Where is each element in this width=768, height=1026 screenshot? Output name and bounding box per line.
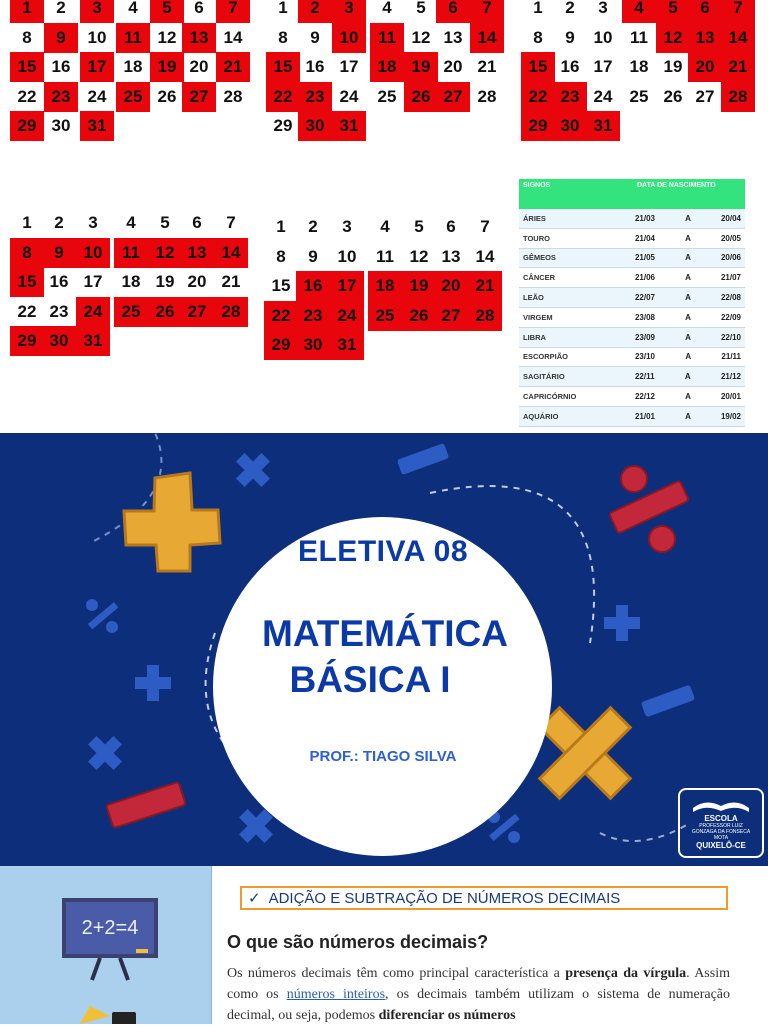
calendar-day: 29 bbox=[10, 326, 44, 356]
calendar-day: 26 bbox=[157, 86, 177, 106]
calendar-day: 9 bbox=[310, 27, 320, 47]
date-from: 21/04 bbox=[634, 233, 655, 243]
date-to: 21/07 bbox=[720, 273, 741, 283]
date-from: 22/11 bbox=[634, 372, 655, 382]
calendar-day: 7 bbox=[226, 213, 236, 232]
calendar-day: 20 bbox=[187, 272, 207, 291]
calendar-day: 20 bbox=[443, 57, 463, 76]
calendar-day: 2 bbox=[54, 213, 64, 232]
zodiac-sign: ÁRIES bbox=[523, 213, 546, 223]
calendar-day: 31 bbox=[76, 326, 110, 356]
easel-legs-icon bbox=[0, 866, 211, 1024]
calendar-day: 14 bbox=[470, 23, 504, 53]
date-to: 19/02 bbox=[720, 411, 741, 421]
calendar-day: 27 bbox=[695, 86, 715, 106]
date-to: 22/08 bbox=[720, 293, 741, 303]
table-row bbox=[519, 328, 745, 348]
date-sep: A bbox=[685, 312, 691, 322]
calendar-day: 23 bbox=[553, 82, 587, 112]
date-from: 23/09 bbox=[634, 332, 655, 342]
table-row bbox=[519, 367, 745, 387]
zodiac-sign: SAGITÁRIO bbox=[523, 372, 565, 382]
date-to: 20/04 bbox=[720, 213, 741, 223]
calendar-day: 31 bbox=[586, 111, 620, 141]
calendar-day: 19 bbox=[663, 57, 683, 76]
calendar-day: 27 bbox=[434, 301, 468, 331]
calendar-day: 25 bbox=[629, 86, 649, 106]
course-title-line2: BÁSICA I bbox=[289, 659, 451, 700]
calendar-day: 23 bbox=[298, 82, 332, 112]
calendar-day: 7 bbox=[216, 0, 250, 23]
calendar-day: 6 bbox=[194, 0, 204, 17]
calendar-day: 19 bbox=[404, 52, 438, 82]
zodiac-dates bbox=[635, 352, 745, 361]
zodiac-dates bbox=[635, 293, 745, 302]
logo-text-name: PROFESSOR LUIZ GONZAGA DA FONSECA MOTA bbox=[691, 823, 751, 841]
integers-link[interactable]: números inteiros bbox=[286, 987, 386, 1002]
calendar-day: 28 bbox=[223, 86, 243, 106]
calendar-day: 30 bbox=[296, 330, 330, 360]
zodiac-table bbox=[519, 179, 745, 447]
table-row bbox=[519, 249, 745, 269]
red-minus-icon bbox=[106, 782, 186, 828]
date-to: 21/11 bbox=[721, 352, 741, 362]
calendar-day: 7 bbox=[470, 0, 504, 23]
calendar-day: 17 bbox=[83, 272, 103, 291]
date-sep: A bbox=[685, 253, 691, 263]
zodiac-dates bbox=[635, 253, 745, 262]
calendar-day: 8 bbox=[276, 246, 286, 266]
calendar-day: 2 bbox=[565, 0, 575, 17]
calendar-day: 6 bbox=[446, 217, 456, 236]
calendar-day: 1 bbox=[276, 217, 286, 236]
date-to: 21/12 bbox=[720, 372, 741, 382]
calendar-day: 15 bbox=[10, 52, 44, 82]
logo-text-school: ESCOLA bbox=[704, 814, 738, 823]
calendar-day: 25 bbox=[377, 86, 397, 106]
calendar-day: 10 bbox=[332, 23, 366, 53]
calendar-day: 7 bbox=[480, 217, 490, 236]
check-icon: ✓ bbox=[248, 890, 261, 907]
calendar-day: 5 bbox=[150, 0, 184, 23]
zodiac-dates bbox=[635, 234, 745, 243]
calendar-day: 4 bbox=[126, 213, 136, 232]
calendar-day: 21 bbox=[477, 57, 497, 76]
calendar-day: 28 bbox=[477, 86, 497, 106]
calendar-day: 24 bbox=[330, 301, 364, 331]
paragraph-text: Os números decimais têm como principal característica a bbox=[227, 966, 566, 981]
calendar-day: 2 bbox=[308, 217, 318, 236]
calendar-day: 8 bbox=[22, 27, 32, 47]
lesson-paragraph bbox=[227, 963, 730, 1026]
calendar-day: 22 bbox=[17, 86, 37, 106]
zodiac-sign: GÊMEOS bbox=[523, 253, 556, 263]
calendar-day: 12 bbox=[148, 238, 182, 268]
calendar-day: 22 bbox=[521, 82, 555, 112]
divide-symbol-icon bbox=[609, 466, 689, 552]
calendar-day: 17 bbox=[339, 57, 359, 76]
zodiac-header-sign: SIGNOS bbox=[523, 182, 551, 189]
calendar-day: 12 bbox=[409, 246, 429, 266]
calendar-day: 8 bbox=[278, 27, 288, 47]
date-from: 21/01 bbox=[634, 411, 655, 421]
calendar-day: 16 bbox=[49, 272, 69, 291]
course-banner bbox=[0, 433, 768, 866]
calendar-day: 13 bbox=[182, 23, 216, 53]
zodiac-sign: VIRGEM bbox=[523, 312, 553, 322]
calendar-day: 21 bbox=[721, 52, 755, 82]
calendar-day: 28 bbox=[214, 297, 248, 327]
calendar-day: 5 bbox=[416, 0, 426, 17]
calendar-day: 27 bbox=[182, 82, 216, 112]
calendar-day: 29 bbox=[264, 330, 298, 360]
table-row bbox=[519, 229, 745, 249]
calendar-day: 2 bbox=[56, 0, 66, 17]
calendar-day: 4 bbox=[622, 0, 656, 23]
calendar-day: 11 bbox=[370, 23, 404, 53]
table-row bbox=[519, 348, 745, 368]
calendar-day: 27 bbox=[180, 297, 214, 327]
calendar-day: 4 bbox=[128, 0, 138, 17]
calendar-day: 18 bbox=[123, 57, 143, 76]
calendar-day: 2 bbox=[298, 0, 332, 23]
calendar-day: 15 bbox=[521, 52, 555, 82]
calendar-day: 15 bbox=[10, 267, 44, 297]
calendar-day: 9 bbox=[308, 246, 318, 266]
calendar-day: 26 bbox=[148, 297, 182, 327]
calendar-day: 8 bbox=[10, 238, 44, 268]
calendar-day: 13 bbox=[443, 27, 463, 47]
calendar-day: 26 bbox=[663, 86, 683, 106]
calendar-day: 18 bbox=[370, 52, 404, 82]
paragraph-text: . Assim como os bbox=[227, 966, 730, 1002]
paragraph-bold: diferenciar os números bbox=[378, 1008, 516, 1023]
calendar-day: 16 bbox=[296, 271, 330, 301]
calendar-day: 6 bbox=[192, 213, 202, 232]
calendar-day: 3 bbox=[342, 217, 352, 236]
calendar-day: 14 bbox=[223, 27, 243, 47]
calendar-day: 15 bbox=[266, 52, 300, 82]
calendar-day: 9 bbox=[44, 23, 78, 53]
calendar-day: 10 bbox=[593, 27, 613, 47]
calendar-day: 19 bbox=[402, 271, 436, 301]
calendar-day: 25 bbox=[116, 82, 150, 112]
date-sep: A bbox=[685, 411, 691, 421]
calendar-day: 23 bbox=[49, 301, 69, 321]
date-from: 21/06 bbox=[634, 273, 655, 283]
calendar-day: 5 bbox=[414, 217, 424, 236]
zodiac-dates bbox=[635, 273, 745, 282]
date-sep: A bbox=[685, 352, 692, 362]
date-from: 22/12 bbox=[634, 392, 655, 402]
lesson-section bbox=[0, 866, 768, 1024]
calendar-day: 16 bbox=[305, 57, 325, 76]
calendar-day: 16 bbox=[51, 57, 71, 76]
date-to: 20/06 bbox=[720, 253, 741, 263]
book-icon bbox=[691, 796, 751, 814]
date-sep: A bbox=[685, 213, 691, 223]
calendar-day: 23 bbox=[44, 82, 78, 112]
date-from: 22/07 bbox=[634, 293, 655, 303]
calendar-day: 18 bbox=[121, 272, 141, 291]
zodiac-sign: CÂNCER bbox=[523, 273, 556, 283]
date-from: 23/08 bbox=[634, 312, 655, 322]
calendar-day: 14 bbox=[475, 246, 495, 266]
calendar-day: 13 bbox=[441, 246, 461, 266]
calendar-day: 24 bbox=[87, 86, 107, 106]
date-sep: A bbox=[685, 392, 691, 402]
calendar-day: 14 bbox=[721, 23, 755, 53]
calendar-day: 30 bbox=[42, 326, 76, 356]
zodiac-sign: ESCORPIÃO bbox=[523, 352, 569, 362]
calendar-day: 19 bbox=[155, 272, 175, 291]
calendar-day: 19 bbox=[150, 52, 184, 82]
calendar-day: 6 bbox=[688, 0, 722, 23]
date-from: 21/03 bbox=[634, 213, 655, 223]
plus-symbol-icon bbox=[124, 473, 220, 571]
zodiac-sign: TOURO bbox=[523, 233, 550, 243]
date-from: 21/05 bbox=[634, 253, 655, 263]
calendar-day: 29 bbox=[273, 116, 293, 135]
small-multiply-icon bbox=[80, 728, 131, 779]
calendar-day: 1 bbox=[22, 213, 32, 232]
calendar-day: 8 bbox=[533, 27, 543, 47]
calendar-day: 6 bbox=[436, 0, 470, 23]
calendar-day: 20 bbox=[688, 52, 722, 82]
calendar-day: 24 bbox=[76, 297, 110, 327]
calendar-day: 22 bbox=[264, 301, 298, 331]
date-sep: A bbox=[684, 372, 691, 382]
minus-bar-icon bbox=[641, 685, 695, 718]
calendar-day: 29 bbox=[10, 111, 44, 141]
calendar-day: 17 bbox=[330, 271, 364, 301]
calendar-day: 25 bbox=[114, 297, 148, 327]
zodiac-dates bbox=[635, 214, 745, 223]
calendar-day: 21 bbox=[216, 52, 250, 82]
calendar-day: 16 bbox=[560, 57, 580, 76]
table-row bbox=[519, 387, 745, 407]
calendar-day: 1 bbox=[278, 0, 288, 17]
school-logo bbox=[678, 788, 764, 858]
date-to: 20/01 bbox=[720, 392, 741, 402]
zodiac-dates bbox=[635, 313, 745, 322]
calendar-day: 13 bbox=[688, 23, 722, 53]
calendar-day: 3 bbox=[88, 213, 98, 232]
percent-icon bbox=[86, 599, 118, 633]
calendar-day: 17 bbox=[593, 57, 613, 76]
calendar-day: 21 bbox=[221, 272, 241, 291]
zodiac-dates bbox=[635, 333, 745, 342]
calendar-day: 18 bbox=[368, 271, 402, 301]
calendar-day: 22 bbox=[17, 301, 37, 321]
calendar-day: 24 bbox=[593, 86, 613, 106]
calendar-day: 29 bbox=[521, 111, 555, 141]
lesson-illustration bbox=[0, 866, 212, 1024]
calendar-day: 14 bbox=[214, 238, 248, 268]
small-plus-icon bbox=[135, 665, 171, 701]
date-sep: A bbox=[685, 233, 691, 243]
calendar-day: 10 bbox=[87, 27, 107, 47]
calendar-day: 15 bbox=[271, 276, 291, 295]
calendar-day: 9 bbox=[42, 238, 76, 268]
calendar-day: 4 bbox=[380, 217, 390, 236]
calendar-day: 25 bbox=[368, 301, 402, 331]
date-sep: A bbox=[685, 332, 691, 342]
calendar-day: 5 bbox=[160, 213, 170, 232]
paragraph-text: , os decimais também utilizam o sistema de numeração decimal, ou seja, podemos bbox=[227, 987, 730, 1023]
small-multiply-icon bbox=[228, 445, 279, 496]
zodiac-sign: LIBRA bbox=[523, 332, 546, 342]
table-row bbox=[519, 288, 745, 308]
calendar-day: 23 bbox=[296, 301, 330, 331]
zodiac-dates bbox=[635, 392, 745, 401]
calendar-day: 18 bbox=[629, 57, 649, 76]
zodiac-table-body bbox=[519, 209, 745, 447]
table-row bbox=[519, 308, 745, 328]
zodiac-sign: CAPRICÓRNIO bbox=[523, 392, 577, 402]
chalkboard-text: 2+2=4 bbox=[81, 916, 139, 939]
calendar-day: 12 bbox=[656, 23, 690, 53]
calendar-day: 10 bbox=[76, 238, 110, 268]
date-to: 22/10 bbox=[720, 332, 741, 342]
calendar-day: 3 bbox=[332, 0, 366, 23]
minus-bar-icon bbox=[397, 443, 449, 475]
calendar-day: 31 bbox=[330, 330, 364, 360]
calendar-day: 30 bbox=[51, 116, 71, 135]
calendar-day: 26 bbox=[404, 82, 438, 112]
calendar-day: 17 bbox=[80, 52, 114, 82]
zodiac-dates bbox=[635, 372, 745, 381]
calendar-day: 12 bbox=[157, 27, 177, 47]
calendar-day: 11 bbox=[630, 27, 648, 47]
calendar-day: 1 bbox=[533, 0, 543, 17]
table-row bbox=[519, 268, 745, 288]
calendar-day: 31 bbox=[332, 111, 366, 141]
calendar-day: 20 bbox=[434, 271, 468, 301]
date-sep: A bbox=[685, 293, 691, 303]
small-plus-icon bbox=[604, 605, 640, 641]
calendar-day: 11 bbox=[114, 238, 148, 268]
calendar-day: 13 bbox=[180, 238, 214, 268]
zodiac-header-date: DATA DE NASCIMENTO bbox=[637, 182, 716, 189]
professor-name: PROF.: TIAGO SILVA bbox=[309, 748, 457, 765]
calendar-day: 12 bbox=[411, 27, 431, 47]
zodiac-sign: AQUÁRIO bbox=[523, 411, 559, 421]
calendar-day: 26 bbox=[402, 301, 436, 331]
table-row bbox=[519, 209, 745, 229]
calendar-day: 31 bbox=[80, 111, 114, 141]
date-to: 20/05 bbox=[720, 233, 741, 243]
calendar-day: 10 bbox=[337, 246, 357, 266]
percent-icon bbox=[488, 811, 520, 843]
section-question: O que são números decimais? bbox=[227, 932, 489, 952]
calendar-day: 1 bbox=[10, 0, 44, 23]
date-sep: A bbox=[685, 273, 691, 283]
table-row bbox=[519, 407, 745, 427]
calendar-day: 21 bbox=[468, 271, 502, 301]
calendar-day: 11 bbox=[116, 23, 150, 53]
calendar-day: 24 bbox=[339, 86, 359, 106]
calendar-day: 28 bbox=[721, 82, 755, 112]
course-code: ELETIVA 08 bbox=[297, 535, 469, 568]
calendar-day: 28 bbox=[468, 301, 502, 331]
calendar-day: 4 bbox=[382, 0, 392, 17]
calendar-day: 20 bbox=[189, 57, 209, 76]
calendar-day: 27 bbox=[436, 82, 470, 112]
calendar-day: 5 bbox=[656, 0, 690, 23]
course-title-line1: MATEMÁTICA bbox=[262, 613, 508, 654]
topic-title: ADIÇÃO E SUBTRAÇÃO DE NÚMEROS DECIMAIS bbox=[268, 889, 621, 907]
zodiac-dates bbox=[635, 412, 745, 421]
date-from: 23/10 bbox=[634, 352, 655, 362]
calendar-day: 3 bbox=[598, 0, 608, 17]
topic-header bbox=[240, 886, 728, 910]
calendar-day: 9 bbox=[565, 27, 575, 47]
calendar-day: 7 bbox=[721, 0, 755, 23]
calendar-day: 30 bbox=[553, 111, 587, 141]
date-to: 22/09 bbox=[720, 312, 741, 322]
calendar-day: 3 bbox=[80, 0, 114, 23]
zodiac-sign: LEÃO bbox=[523, 293, 544, 303]
paragraph-bold: presença da vírgula bbox=[565, 966, 687, 981]
logo-text-city: QUIXELÔ-CE bbox=[696, 841, 746, 850]
zodiac-table-header bbox=[519, 179, 745, 209]
calendar-day: 30 bbox=[298, 111, 332, 141]
calendar-day: 11 bbox=[376, 246, 394, 266]
calendar-day: 22 bbox=[266, 82, 300, 112]
